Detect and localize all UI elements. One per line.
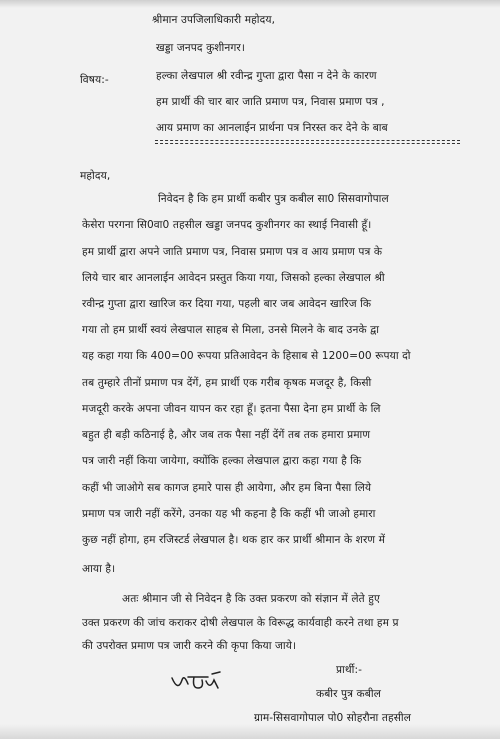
body-line: तब तुम्हारे तीनों प्रमाण पत्र देंगें, हम प्रार्थी एक गरीब कृषक मजदूर है, किसी xyxy=(82,377,372,389)
body-line: निवेदन है कि हम प्रार्थी कबीर पुत्र कबील सा0 सिसवागोपाल xyxy=(158,193,389,205)
body-line: प्रमाण पत्र जारी नहीं करेंगे, उनका यह भी कहना है कि कहीं भी जाओ हमारा xyxy=(82,508,376,520)
subject-underline xyxy=(155,140,460,144)
body-line: गया तो हम प्रार्थी स्वयं लेखपाल साहब से मिला, उनसे मिलने के बाद उनके द्वा xyxy=(82,324,380,336)
body-line: पत्र जारी नहीं किया जायेगा, क्योंकि हल्का लेखपाल द्वारा कहा गया है कि xyxy=(82,455,362,467)
body-line: कुछ नहीं होगा, हम रजिस्टर्ड लेखपाल है। थक हार कर प्रार्थी श्रीमान के शरण में xyxy=(82,534,386,546)
subject-line: हम प्रार्थी की चार बार जाति प्रमाण पत्र, निवास प्रमाण पत्र , xyxy=(156,96,385,108)
body-line: लिये चार बार आनलाईन आवेदन प्रस्तुत किया गया, जिसको हल्का लेखपाल श्री xyxy=(82,272,385,284)
salutation-to: श्रीमान उपजिलाधिकारी महोदय, xyxy=(152,14,276,26)
office-place: खड्डा जनपद कुशीनगर। xyxy=(156,42,245,54)
greeting: महोदय, xyxy=(80,170,111,182)
subject-label: विषय:- xyxy=(80,74,109,86)
applicant-name: कबीर पुत्र कबील xyxy=(316,688,381,700)
scan-top-edge xyxy=(0,0,500,8)
body-line: हम प्रार्थी द्वारा अपने जाति प्रमाण पत्र, निवास प्रमाण पत्र व आय प्रमाण पत्र के xyxy=(82,246,383,258)
body-line: केसेरा परगना सि0वा0 तहसील खड्डा जनपद कुशीनगर का स्थाई निवासी हूँ। xyxy=(82,219,372,231)
body-line: बहुत ही बड़ी कठिनाई है, और जब तक पैसा नहीं देंगें तब तक हमारा प्रमाण xyxy=(82,429,371,441)
body-line: कहीं भी जाओगे सब कागज हमारे पास ही आयेगा, और हम बिना पैसा लिये xyxy=(82,482,372,494)
scan-bottom-edge xyxy=(0,724,500,739)
handwritten-signature xyxy=(168,668,228,696)
closing-line: अतः श्रीमान जी से निवेदन है कि उक्त प्रकरण को संज्ञान में लेते हुए xyxy=(122,593,380,605)
body-line: रवीन्द्र गुप्ता द्वारा खारिज कर दिया गया, पहली बार जब आवेदन खारिज कि xyxy=(82,298,372,310)
closing-line: की उपरोक्त प्रमाण पत्र जारी करने की कृपा किया जाये। xyxy=(82,640,297,652)
body-line: आया है। xyxy=(82,563,116,575)
closing-line: उक्त प्रकरण की जांच कराकर दोषी लेखपाल के विरूद्ध कार्यवाही करने तथा हम प्र xyxy=(82,617,399,629)
subject-line: आय प्रमाण का आनलाईन प्रार्थना पत्र निरस्त कर देने के बाब xyxy=(156,122,388,134)
subject-line: हल्का लेखपाल श्री रवीन्द्र गुप्ता द्वारा पैसा न देने के कारण xyxy=(156,70,377,82)
body-line: यह कहा गया कि 400=00 रूपया प्रतिआवेदन के हिसाब से 1200=00 रूपया दो xyxy=(82,350,411,362)
applicant-label: प्रार्थी:- xyxy=(336,664,363,676)
applicant-address: ग्राम-सिसवागोपाल पो0 सोहरौना तहसील xyxy=(254,712,412,724)
body-line: मजदूरी करके अपना जीवन यापन कर रहा हूँ। इतना पैसा देना हम प्रार्थी के लि xyxy=(82,403,381,415)
